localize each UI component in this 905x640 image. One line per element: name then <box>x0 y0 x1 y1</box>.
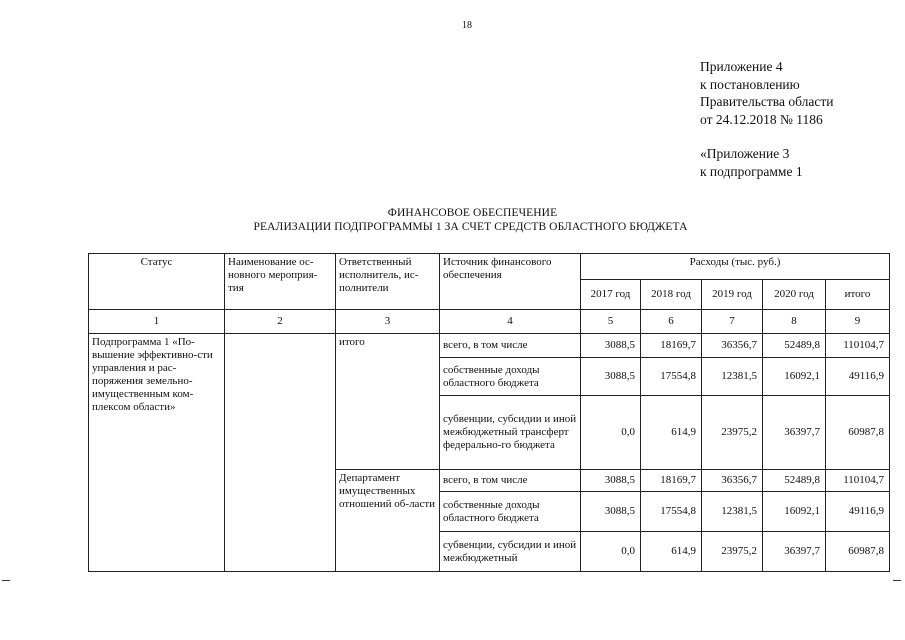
appendix-block <box>700 58 833 180</box>
document-title <box>0 206 905 234</box>
executor-cell: итого <box>336 334 440 470</box>
value-cell: 614,9 <box>641 396 702 470</box>
header-measure: Наименование ос-новного мероприя-тия <box>225 254 336 310</box>
column-number: 8 <box>763 310 826 334</box>
appendix-line: Приложение 4 <box>700 59 783 74</box>
measure-cell <box>225 334 336 572</box>
header-year: 2019 год <box>702 280 763 310</box>
value-cell: 23975,2 <box>702 396 763 470</box>
column-number: 6 <box>641 310 702 334</box>
column-number: 5 <box>581 310 641 334</box>
appendix-line: к постановлению <box>700 76 800 92</box>
value-cell: 16092,1 <box>763 492 826 532</box>
header-executor: Ответственный исполнитель, ис-полнители <box>336 254 440 310</box>
column-number: 7 <box>702 310 763 334</box>
appendix-line: к подпрограмме 1 <box>700 163 803 179</box>
value-cell: 49116,9 <box>826 358 890 396</box>
source-cell: всего, в том числе <box>440 470 581 492</box>
status-cell: Подпрограмма 1 «По-вышение эффективно-сти управления и рас-поряжения земельно-имущественным ком-плексом области» <box>89 334 225 572</box>
source-cell: собственные доходы областного бюджета <box>440 492 581 532</box>
title-line-2: РЕАЛИЗАЦИИ ПОДПРОГРАММЫ 1 ЗА СЧЕТ СРЕДСТВ ОБЛАСТНОГО БЮДЖЕТА <box>253 221 688 233</box>
financing-table <box>88 253 890 572</box>
column-number: 2 <box>225 310 336 334</box>
value-cell: 18169,7 <box>641 470 702 492</box>
value-cell: 49116,9 <box>826 492 890 532</box>
source-cell: субвенции, субсидии и иной межбюджетный трансферт федерально-го бюджета <box>440 396 581 470</box>
value-cell: 0,0 <box>581 396 641 470</box>
value-cell: 17554,8 <box>641 358 702 396</box>
header-year: 2020 год <box>763 280 826 310</box>
value-cell: 52489,8 <box>763 334 826 358</box>
column-number: 9 <box>826 310 890 334</box>
value-cell: 110104,7 <box>826 334 890 358</box>
source-cell: собственные доходы областного бюджета <box>440 358 581 396</box>
header-source: Источник финансового обеспечения <box>440 254 581 310</box>
title-line-1: ФИНАНСОВОЕ ОБЕСПЕЧЕНИЕ <box>387 207 558 219</box>
source-cell: субвенции, субсидии и иной межбюджетный <box>440 532 581 572</box>
value-cell: 60987,8 <box>826 532 890 572</box>
appendix-line: от 24.12.2018 № 1186 <box>700 111 823 127</box>
header-status: Статус <box>89 254 225 310</box>
value-cell: 36397,7 <box>763 532 826 572</box>
value-cell: 36356,7 <box>702 334 763 358</box>
column-number: 3 <box>336 310 440 334</box>
column-number: 1 <box>89 310 225 334</box>
value-cell: 23975,2 <box>702 532 763 572</box>
value-cell: 3088,5 <box>581 470 641 492</box>
value-cell: 36397,7 <box>763 396 826 470</box>
appendix-line: Правительства области <box>700 94 834 109</box>
value-cell: 3088,5 <box>581 358 641 396</box>
value-cell: 60987,8 <box>826 396 890 470</box>
scan-edge-mark <box>2 580 10 581</box>
scan-edge-mark <box>893 580 901 581</box>
executor-cell: Департамент имущественных отношений об-ласти <box>336 470 440 572</box>
value-cell: 52489,8 <box>763 470 826 492</box>
value-cell: 16092,1 <box>763 358 826 396</box>
value-cell: 110104,7 <box>826 470 890 492</box>
header-total: итого <box>826 280 890 310</box>
source-cell: всего, в том числе <box>440 334 581 358</box>
page-number: 18 <box>462 20 472 31</box>
value-cell: 3088,5 <box>581 492 641 532</box>
value-cell: 18169,7 <box>641 334 702 358</box>
appendix-line: «Приложение 3 <box>700 146 790 161</box>
value-cell: 3088,5 <box>581 334 641 358</box>
table-row <box>89 334 890 358</box>
header-year: 2018 год <box>641 280 702 310</box>
value-cell: 17554,8 <box>641 492 702 532</box>
value-cell: 0,0 <box>581 532 641 572</box>
value-cell: 614,9 <box>641 532 702 572</box>
value-cell: 12381,5 <box>702 492 763 532</box>
value-cell: 12381,5 <box>702 358 763 396</box>
column-number: 4 <box>440 310 581 334</box>
header-expenses: Расходы (тыс. руб.) <box>581 254 890 280</box>
header-year: 2017 год <box>581 280 641 310</box>
value-cell: 36356,7 <box>702 470 763 492</box>
